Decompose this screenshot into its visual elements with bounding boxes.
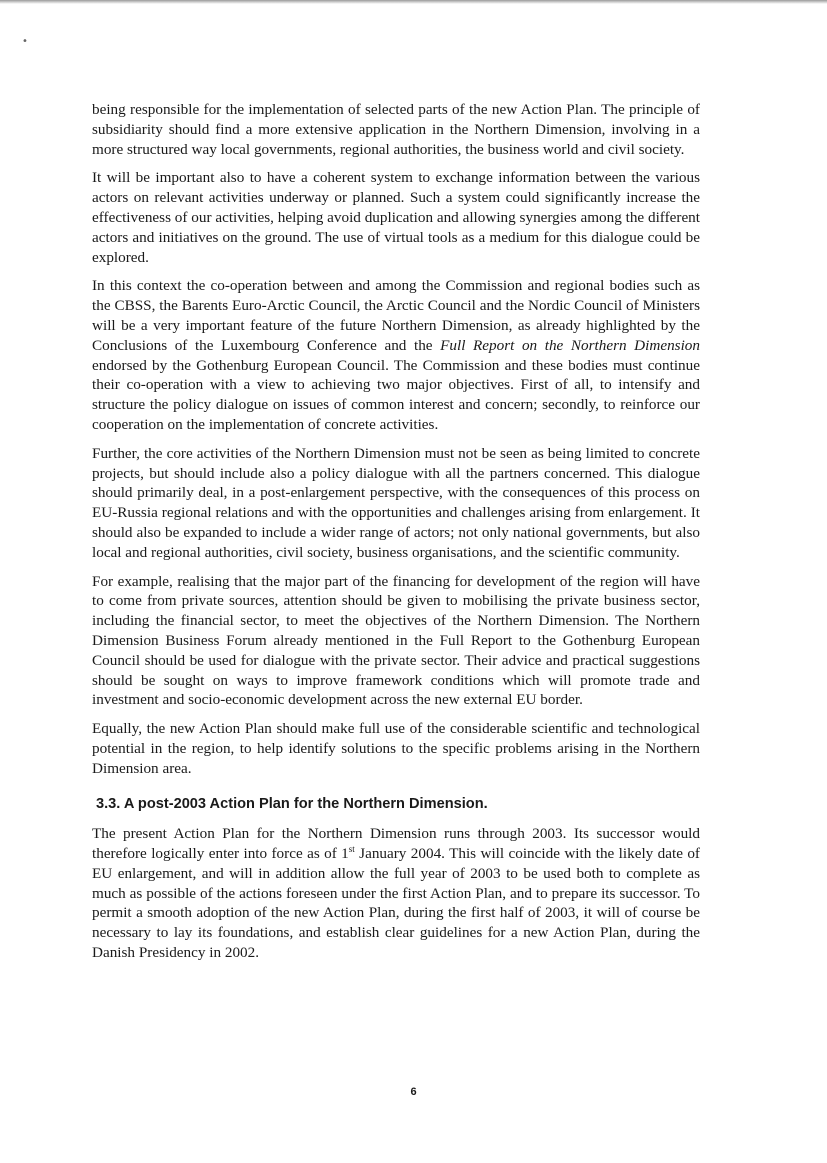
italic-text: Full Report on the Northern Dimension [440, 336, 700, 354]
text-run: The present Action Plan for the Northern Dimension runs through 2003. Its successor would therefore logically enter into force as of 1 [92, 825, 700, 863]
text-run: January 2004. This will coincide with the likely date of EU enlargement, and will in addition allow the full year of 2003 to be used both to complete as much as possible of the actions foreseen under the first Action Plan, and to prepare its successor. To permit a smooth adoption of the new Action Plan, during the first half of 2003, it will of course be necessary to lay its foundations, and establish clear guidelines for a new Action Plan, during the Danish Presidency in 2002. [92, 845, 700, 962]
paragraph [92, 572, 700, 711]
paragraph [92, 276, 700, 434]
text-run: It will be important also to have a coherent system to exchange information between the various actors on relevant activities underway or planned. Such a system could significantly increase the effectiveness of our activities, helping avoid duplication and allowing synergies among the different actors and initiatives on the ground. The use of virtual tools as a medium for this dialogue could be explored. [92, 169, 700, 266]
section-heading: 3.3. A post-2003 Action Plan for the Northern Dimension. [96, 795, 488, 812]
text-run: endorsed by the Gothenburg European Council. The Commission and these bodies must continue their co-operation with a view to achieving two major objectives. First of all, to intensify and structure the policy dialogue on issues of common interest and concern; secondly, to reinforce our cooperation on the implementation of concrete activities. [92, 356, 700, 433]
text-run: Equally, the new Action Plan should make full use of the considerable scientific and technological potential in the region, to help identify solutions to the specific problems arising in the Northern Dimension area. [92, 720, 700, 777]
paragraph [92, 100, 700, 159]
paragraph [92, 444, 700, 563]
scan-top-edge [0, 0, 827, 4]
document-body [92, 100, 700, 972]
paragraph-group-1 [92, 100, 700, 779]
scan-artifact-mark: • [22, 36, 28, 47]
page-number: 6 [410, 1086, 417, 1098]
text-run: Further, the core activities of the Northern Dimension must not be seen as being limited to concrete projects, but should include also a policy dialogue with all the partners concerned. This dialogue should primarily deal, in a post-enlargement perspective, with the consequences of this process on EU-Russia regional relations and with the opportunities and challenges arising from enlargement. It should also be expanded to include a wider range of actors; not only national governments, but also local and regional authorities, civil society, business organisations, and the scientific community. [92, 444, 700, 561]
paragraph [92, 824, 700, 963]
superscript: st [348, 844, 355, 855]
paragraph [92, 719, 700, 778]
text-run: For example, realising that the major part of the financing for development of the region will have to come from private sources, attention should be given to mobilising the private business sector, including the financial sector, to meet the objectives of the Northern Dimension. The Northern Dimension Business Forum already mentioned in the Full Report to the Gothenburg European Council should be used for dialogue with the private sector. Their advice and practical suggestions should be sought on ways to improve framework conditions which will promote trade and investment and socio-economic development across the new external EU border. [92, 572, 700, 709]
paragraph [92, 168, 700, 267]
text-run: In this context the co-operation between and among the Commission and regional bodies such as the CBSS, the Barents Euro-Arctic Council, the Arctic Council and the Nordic Council of Ministers will be a very important feature of the future Northern Dimension, as already highlighted by the Conclusions of the Luxembourg Conference and the [92, 277, 700, 354]
text-run: being responsible for the implementation of selected parts of the new Action Plan. The principle of subsidiarity should find a more extensive application in the Northern Dimension, involving in a more structured way local governments, regional authorities, the business world and civil society. [92, 101, 700, 158]
